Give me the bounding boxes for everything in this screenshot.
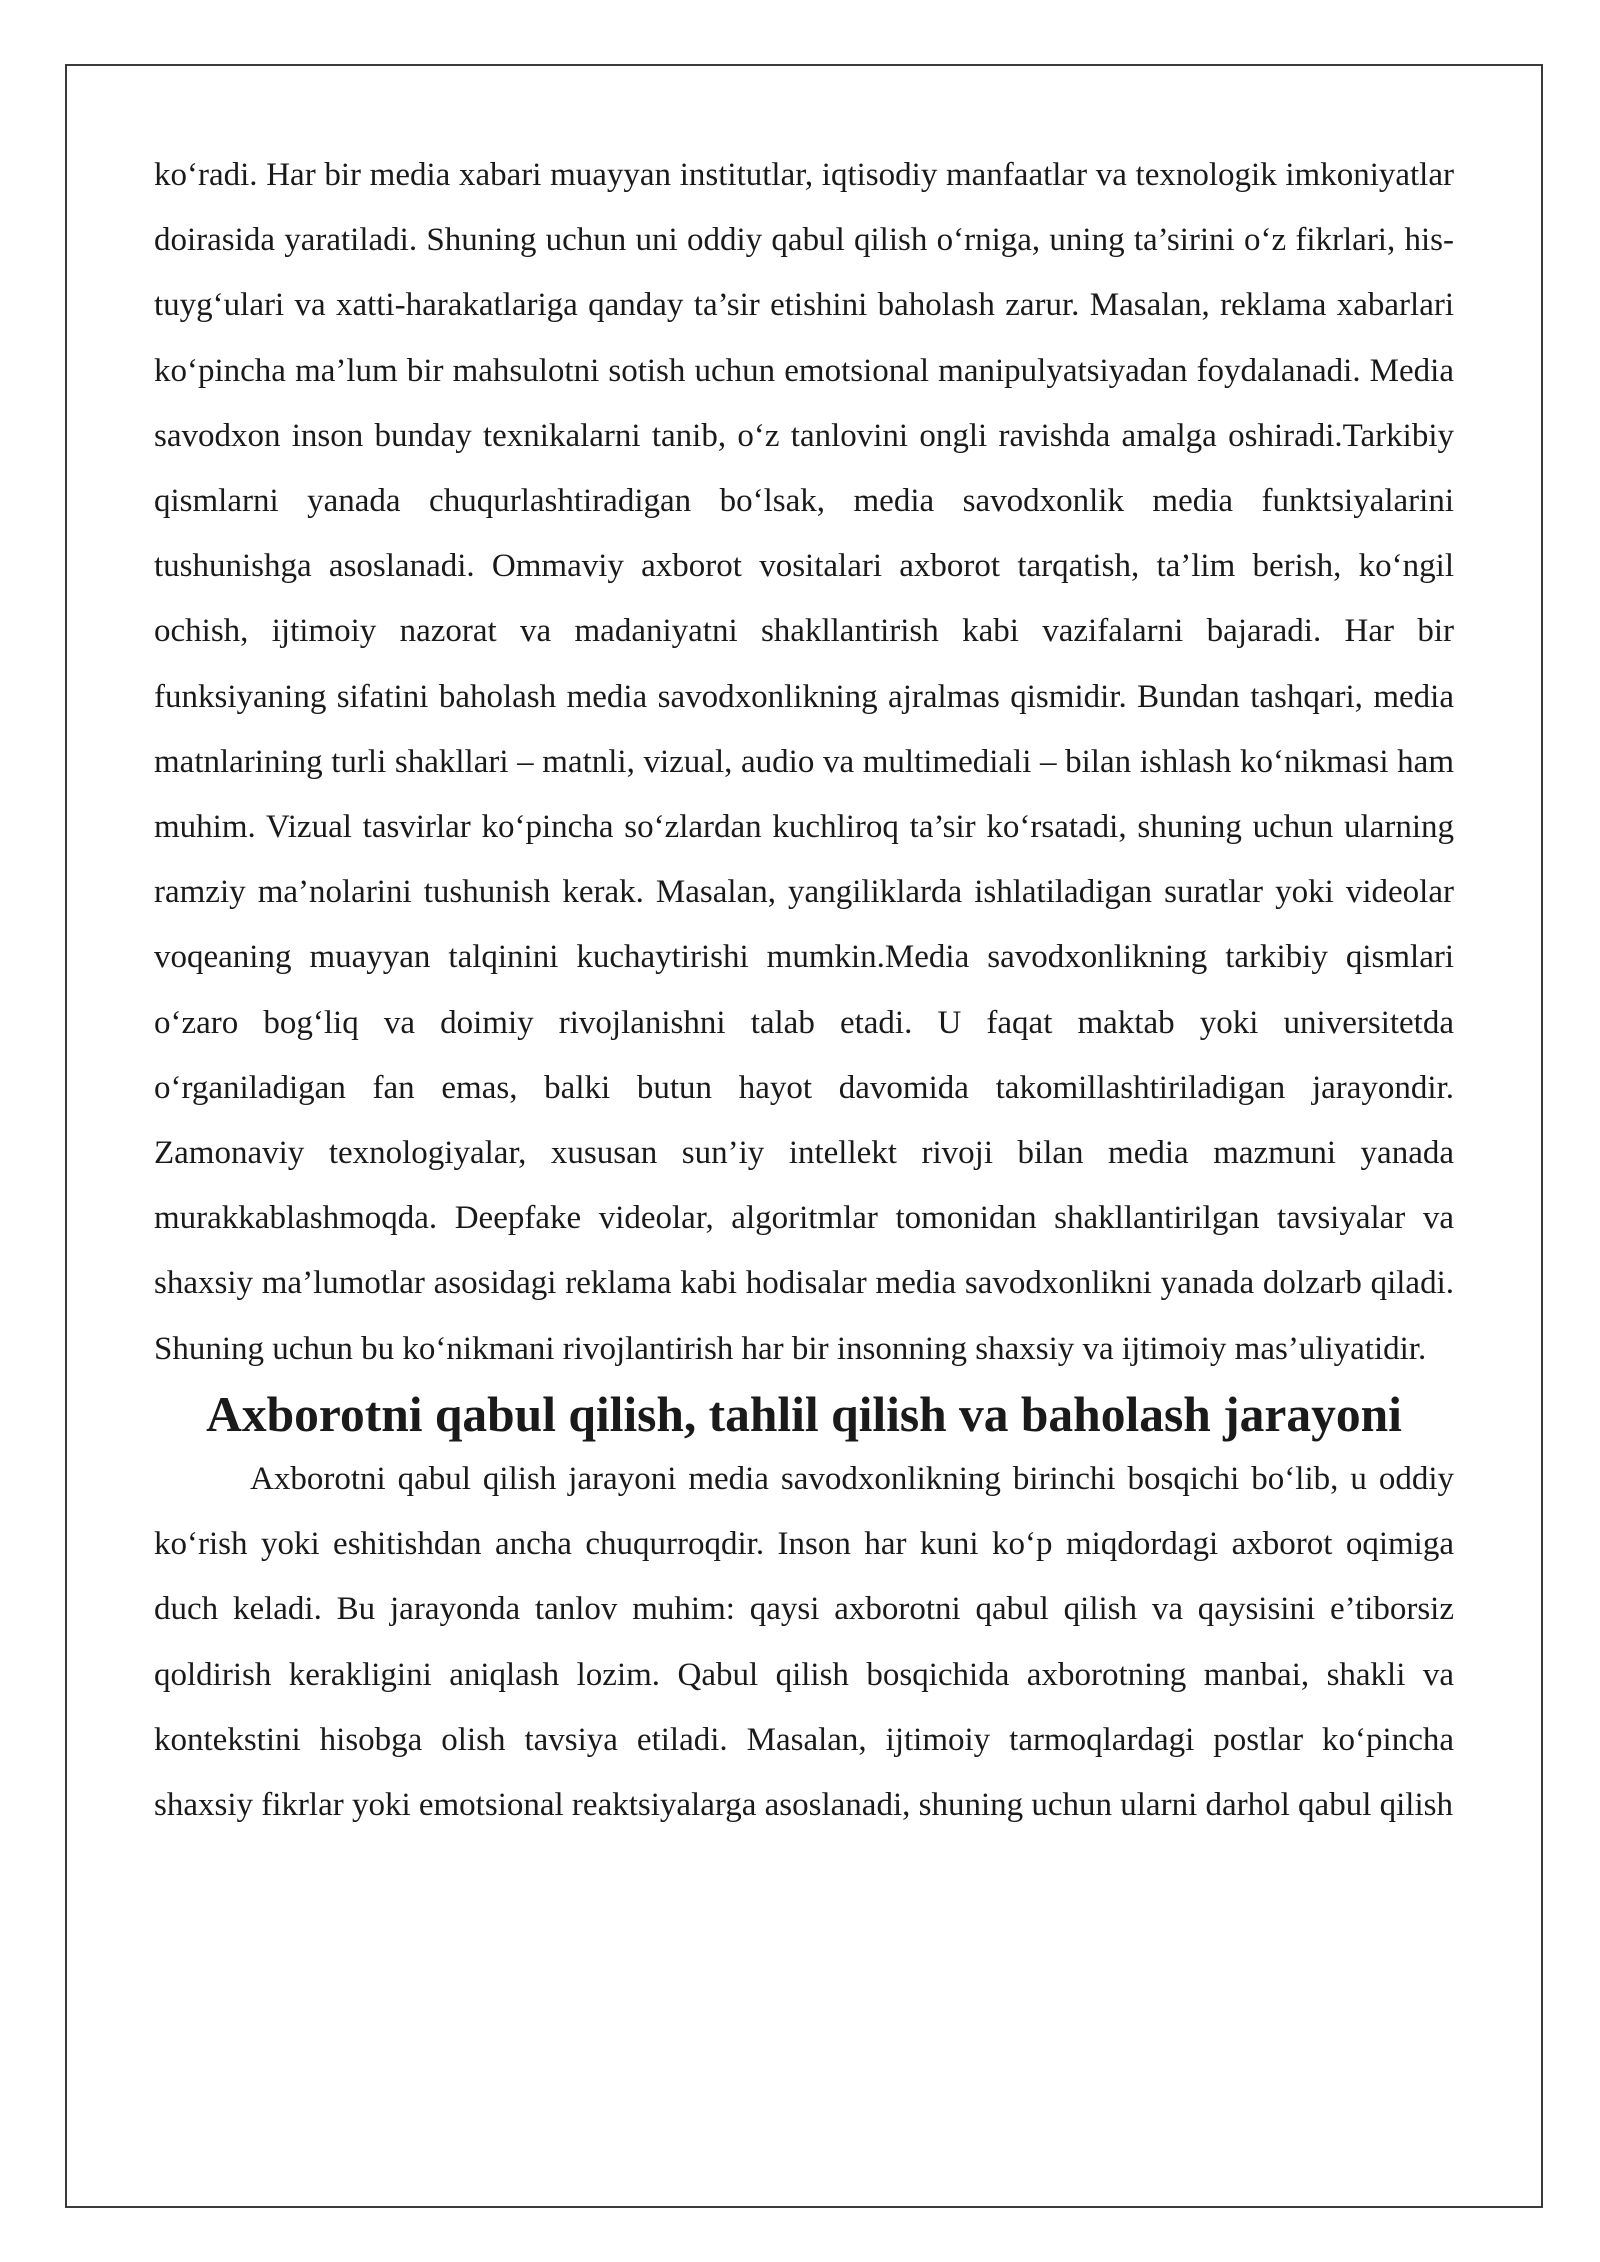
body-paragraph-axborot: Axborotni qabul qilish jarayoni media savodxonlikning birinchi bosqichi bo‘lib, u oddiy ko‘rish yoki eshitishdan ancha chuqurroqdir. Inson har kuni ko‘p miqdordagi axborot oqimiga duch keladi. Bu jarayonda tanlov muhim: qaysi axborotni qabul qilish va qaysisini e’tiborsiz qoldirish kerakligini aniqlash lozim. Qabul qilish bosqichida axborotning manbai, shakli va kontekstini hisobga olish tavsiya etiladi. Masalan, ijtimoiy tarmoqlardagi postlar ko‘pincha shaxsiy fikrlar yoki emotsional reaktsiyalarga asoslanadi, shuning uchun ularni darhol qabul qilish <box>154 1461 1454 1824</box>
section-heading: Axborotni qabul qilish, tahlil qilish va baholash jarayoni <box>206 1386 1402 1442</box>
body-paragraph-continued: ko‘radi. Har bir media xabari muayyan institutlar, iqtisodiy manfaatlar va texnologik imkoniyatlar doirasida yaratiladi. Shuning uchun uni oddiy qabul qilish o‘rniga, uning ta’sirini o‘z fikrlari, his-tuyg‘ulari va xatti-harakatlariga qanday ta’sir etishini baholash zarur. Masalan, reklama xabarlari ko‘pincha ma’lum bir mahsulotni sotish uchun emotsional manipulyatsiyadan foydalanadi. Media savodxon inson bunday texnikalarni tanib, o‘z tanlovini ongli ravishda amalga oshiradi.Tarkibiy qismlarni yanada chuqurlashtiradigan bo‘lsak, media savodxonlik media funktsiyalarini tushunishga asoslanadi. Ommaviy axborot vositalari axborot tarqatish, ta’lim berish, ko‘ngil ochish, ijtimoiy nazorat va madaniyatni shakllantirish kabi vazifalarni bajaradi. Har bir funksiyaning sifatini baholash media savodxonlikning ajralmas qismidir. Bundan tashqari, media matnlarining turli shakllari – matnli, vizual, audio va multimediali – bilan ishlash ko‘nikmasi ham muhim. Vizual tasvirlar ko‘pincha so‘zlardan kuchliroq ta’sir ko‘rsatadi, shuning uchun ularning ramziy ma’nolarini tushunish kerak. Masalan, yangiliklarda ishlatiladigan suratlar yoki videolar voqeaning muayyan talqinini kuchaytirishi mumkin.Media savodxonlikning tarkibiy qismlari o‘zaro bog‘liq va doimiy rivojlanishni talab etadi. U faqat maktab yoki universitetda o‘rganiladigan fan emas, balki butun hayot davomida takomillashtiriladigan jarayondir. Zamonaviy texnologiyalar, xususan sun’iy intellekt rivoji bilan media mazmuni yanada murakkablashmoqda. Deepfake videolar, algoritmlar tomonidan shakllantirilgan tavsiyalar va shaxsiy ma’lumotlar asosidagi reklama kabi hodisalar media savodxonlikni yanada dolzarb qiladi. Shuning uchun bu ko‘nikmani rivojlantirish har bir insonning shaxsiy va ijtimoiy mas’uliyatidir. <box>154 157 1454 1367</box>
document-body <box>154 143 1454 1838</box>
